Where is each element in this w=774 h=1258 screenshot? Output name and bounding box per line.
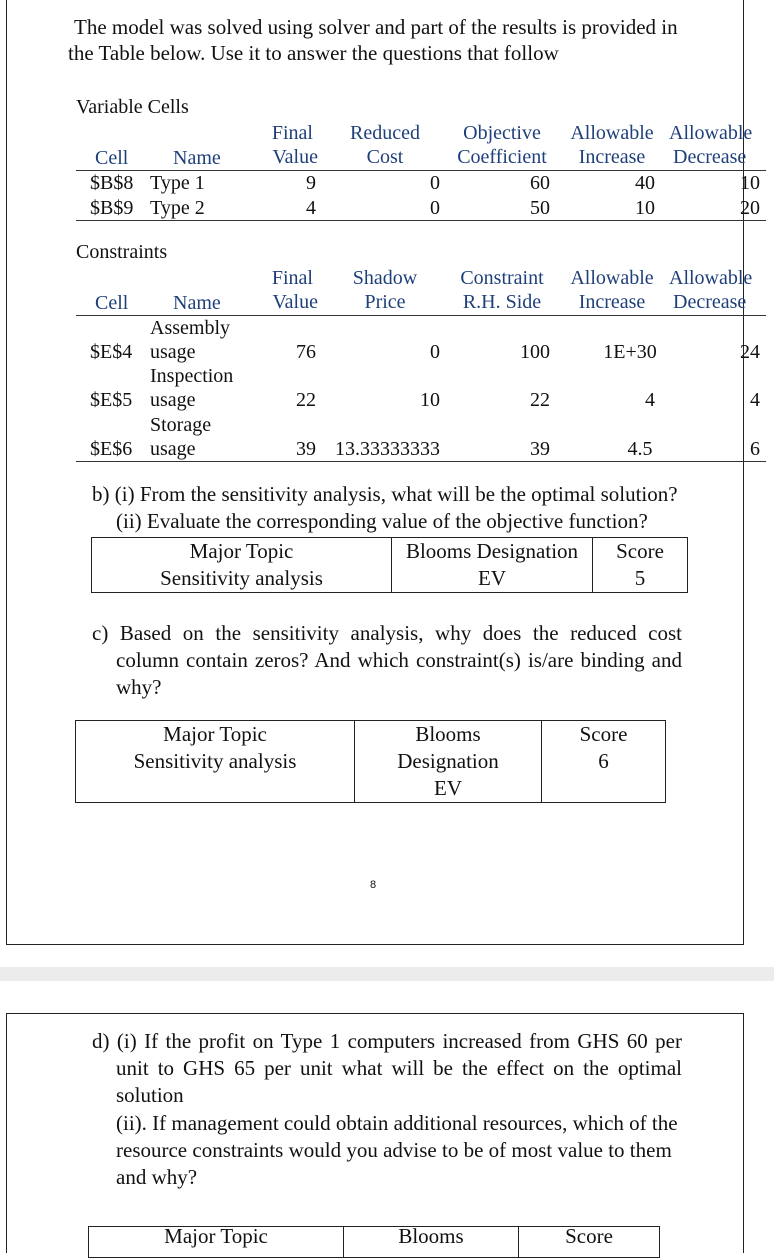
c-header-rhs-2: R.H. Side xyxy=(462,291,542,313)
vc-row-1-decrease: 10 xyxy=(740,172,760,194)
intro-line-2: the Table below. Use it to answer the questions that follow xyxy=(68,41,559,65)
question-d-topic-cell xyxy=(89,1224,344,1258)
question-c-score-value: 6 xyxy=(598,749,609,773)
c-row-2-increase: 4 xyxy=(645,389,655,411)
vc-row-2-cell: $B$9 xyxy=(90,197,134,219)
vc-row-2-increase: 10 xyxy=(635,197,655,219)
page-gap xyxy=(0,967,774,981)
question-c-line-1: c) Based on the sensitivity analysis, why does the reduced cost xyxy=(92,621,682,645)
page-number: 8 xyxy=(370,879,377,891)
question-d-score-cell xyxy=(519,1224,660,1258)
question-d-rubric-table xyxy=(88,1226,660,1258)
c-header-final-1: Final xyxy=(271,267,313,289)
vc-header-decrease-1: Allowable xyxy=(669,122,753,144)
constraints-title: Constraints xyxy=(76,241,168,263)
c-header-shadow-2: Price xyxy=(364,291,406,313)
c-row-2-name-1: Inspection xyxy=(150,365,234,387)
vc-header-reduced-1: Reduced xyxy=(350,122,420,144)
c-row-1-name-1: Assembly xyxy=(150,317,230,339)
question-b-score-value: 5 xyxy=(634,566,646,590)
question-c-topic-header: Major Topic xyxy=(163,722,267,746)
vc-header-decrease-2: Decrease xyxy=(673,146,747,168)
question-b-score-cell xyxy=(593,538,688,593)
question-d-topic-header: Major Topic xyxy=(164,1224,268,1248)
question-c-line-3: why? xyxy=(116,675,162,699)
c-row-3-cell: $E$6 xyxy=(90,438,133,460)
c-row-1-shadow: 0 xyxy=(430,341,440,363)
c-row-2-shadow: 10 xyxy=(420,389,440,411)
c-row-3-decrease: 6 xyxy=(750,438,760,460)
c-row-1-final: 76 xyxy=(296,341,316,363)
c-row-1-name-2: usage xyxy=(150,341,196,363)
vc-row-1-name: Type 1 xyxy=(150,172,205,194)
question-c-topic-value: Sensitivity analysis xyxy=(133,749,297,773)
question-b-line-2: (ii) Evaluate the corresponding value of the objective function? xyxy=(116,509,648,533)
vc-header-increase-1: Allowable xyxy=(570,122,654,144)
c-header-name: Name xyxy=(173,292,221,314)
c-row-2-final: 22 xyxy=(296,389,316,411)
vc-header-objective-1: Objective xyxy=(463,122,541,144)
c-row-2-name-2: usage xyxy=(150,389,196,411)
c-header-increase-1: Allowable xyxy=(570,267,654,289)
question-c-score-cell xyxy=(542,721,666,803)
vc-row-1-final: 9 xyxy=(306,172,316,194)
c-row-1-decrease: 24 xyxy=(740,341,760,363)
question-c-topic-cell xyxy=(76,721,355,803)
question-b-topic-value: Sensitivity analysis xyxy=(160,566,323,590)
vc-row-2-final: 4 xyxy=(306,197,316,219)
c-row-1-rhs: 100 xyxy=(520,341,550,363)
question-d-line-6: and why? xyxy=(116,1165,198,1189)
vc-header-reduced-2: Cost xyxy=(366,146,404,168)
c-row-3-name-2: usage xyxy=(150,438,196,460)
c-bottom-rule xyxy=(76,461,766,462)
question-c-score-header: Score xyxy=(579,722,628,746)
c-header-rhs-1: Constraint xyxy=(460,267,544,289)
vc-header-final-1: Final xyxy=(271,122,313,144)
vc-row-2-reduced: 0 xyxy=(430,197,440,219)
question-c-blooms-value: EV xyxy=(434,776,462,800)
vc-row-2-decrease: 20 xyxy=(740,197,760,219)
question-b-rubric-table xyxy=(91,537,688,593)
question-d-blooms-header: Blooms xyxy=(398,1224,464,1248)
c-header-decrease-1: Allowable xyxy=(669,267,753,289)
question-c-blooms-cell xyxy=(355,721,542,803)
c-row-3-rhs: 39 xyxy=(530,438,550,460)
question-d-line-4: (ii). If management could obtain additional resources, which of the xyxy=(116,1111,678,1135)
question-d-line-5: resource constraints would you advise to be of most value to them xyxy=(116,1138,672,1162)
vc-header-cell: Cell xyxy=(95,147,129,169)
question-b-blooms-value: EV xyxy=(478,566,506,590)
question-c-blooms-header-1: Blooms xyxy=(415,722,481,746)
vc-header-increase-2: Increase xyxy=(578,146,646,168)
question-d-line-2: unit to GHS 65 per unit what will be the effect on the optimal xyxy=(116,1056,682,1080)
constraints-table xyxy=(0,0,774,470)
vc-row-1-reduced: 0 xyxy=(430,172,440,194)
vc-row-2-objective: 50 xyxy=(530,197,550,219)
question-d-blooms-cell xyxy=(344,1224,519,1258)
c-row-1-cell: $E$4 xyxy=(90,341,133,363)
question-b-topic-header: Major Topic xyxy=(189,539,294,563)
c-header-cell: Cell xyxy=(95,292,129,314)
question-b-topic-cell xyxy=(92,538,392,593)
c-header-final-2: Value xyxy=(272,291,318,313)
question-d-line-1: d) (i) If the profit on Type 1 computers increased from GHS 60 per xyxy=(92,1029,682,1053)
question-d-line-3: solution xyxy=(116,1083,184,1107)
c-row-2-rhs: 22 xyxy=(530,389,550,411)
vc-header-objective-2: Coefficient xyxy=(457,146,547,168)
c-header-increase-2: Increase xyxy=(578,291,646,313)
variable-cells-title: Variable Cells xyxy=(76,96,189,118)
question-b-blooms-cell xyxy=(392,538,593,593)
question-b-line-1: b) (i) From the sensitivity analysis, what will be the optimal solution? xyxy=(92,482,678,506)
vc-row-1-objective: 60 xyxy=(530,172,550,194)
c-row-1-increase: 1E+30 xyxy=(603,341,657,363)
c-row-2-cell: $E$5 xyxy=(90,389,133,411)
vc-header-final-2: Value xyxy=(272,146,318,168)
vc-header-name: Name xyxy=(173,147,221,169)
c-header-decrease-2: Decrease xyxy=(673,291,747,313)
vc-row-2-name: Type 2 xyxy=(150,197,205,219)
question-b-blooms-header: Blooms Designation xyxy=(405,539,579,563)
question-b-score-header: Score xyxy=(616,539,664,563)
question-c-rubric-table xyxy=(75,720,666,803)
question-c-line-2: column contain zeros? And which constraint(s) is/are binding and xyxy=(116,648,682,672)
c-row-2-decrease: 4 xyxy=(750,389,760,411)
c-row-3-shadow: 13.33333333 xyxy=(335,438,440,460)
intro-line-1: The model was solved using solver and part of the results is provided in xyxy=(74,15,678,39)
c-row-3-final: 39 xyxy=(296,438,316,460)
c-header-shadow-1: Shadow xyxy=(352,267,418,289)
question-d-score-header: Score xyxy=(565,1224,613,1248)
c-row-3-name-1: Storage xyxy=(150,414,212,436)
vc-row-1-increase: 40 xyxy=(635,172,655,194)
question-c-blooms-header-2: Designation xyxy=(397,749,499,773)
vc-row-1-cell: $B$8 xyxy=(90,172,134,194)
c-row-3-increase: 4.5 xyxy=(627,438,653,460)
